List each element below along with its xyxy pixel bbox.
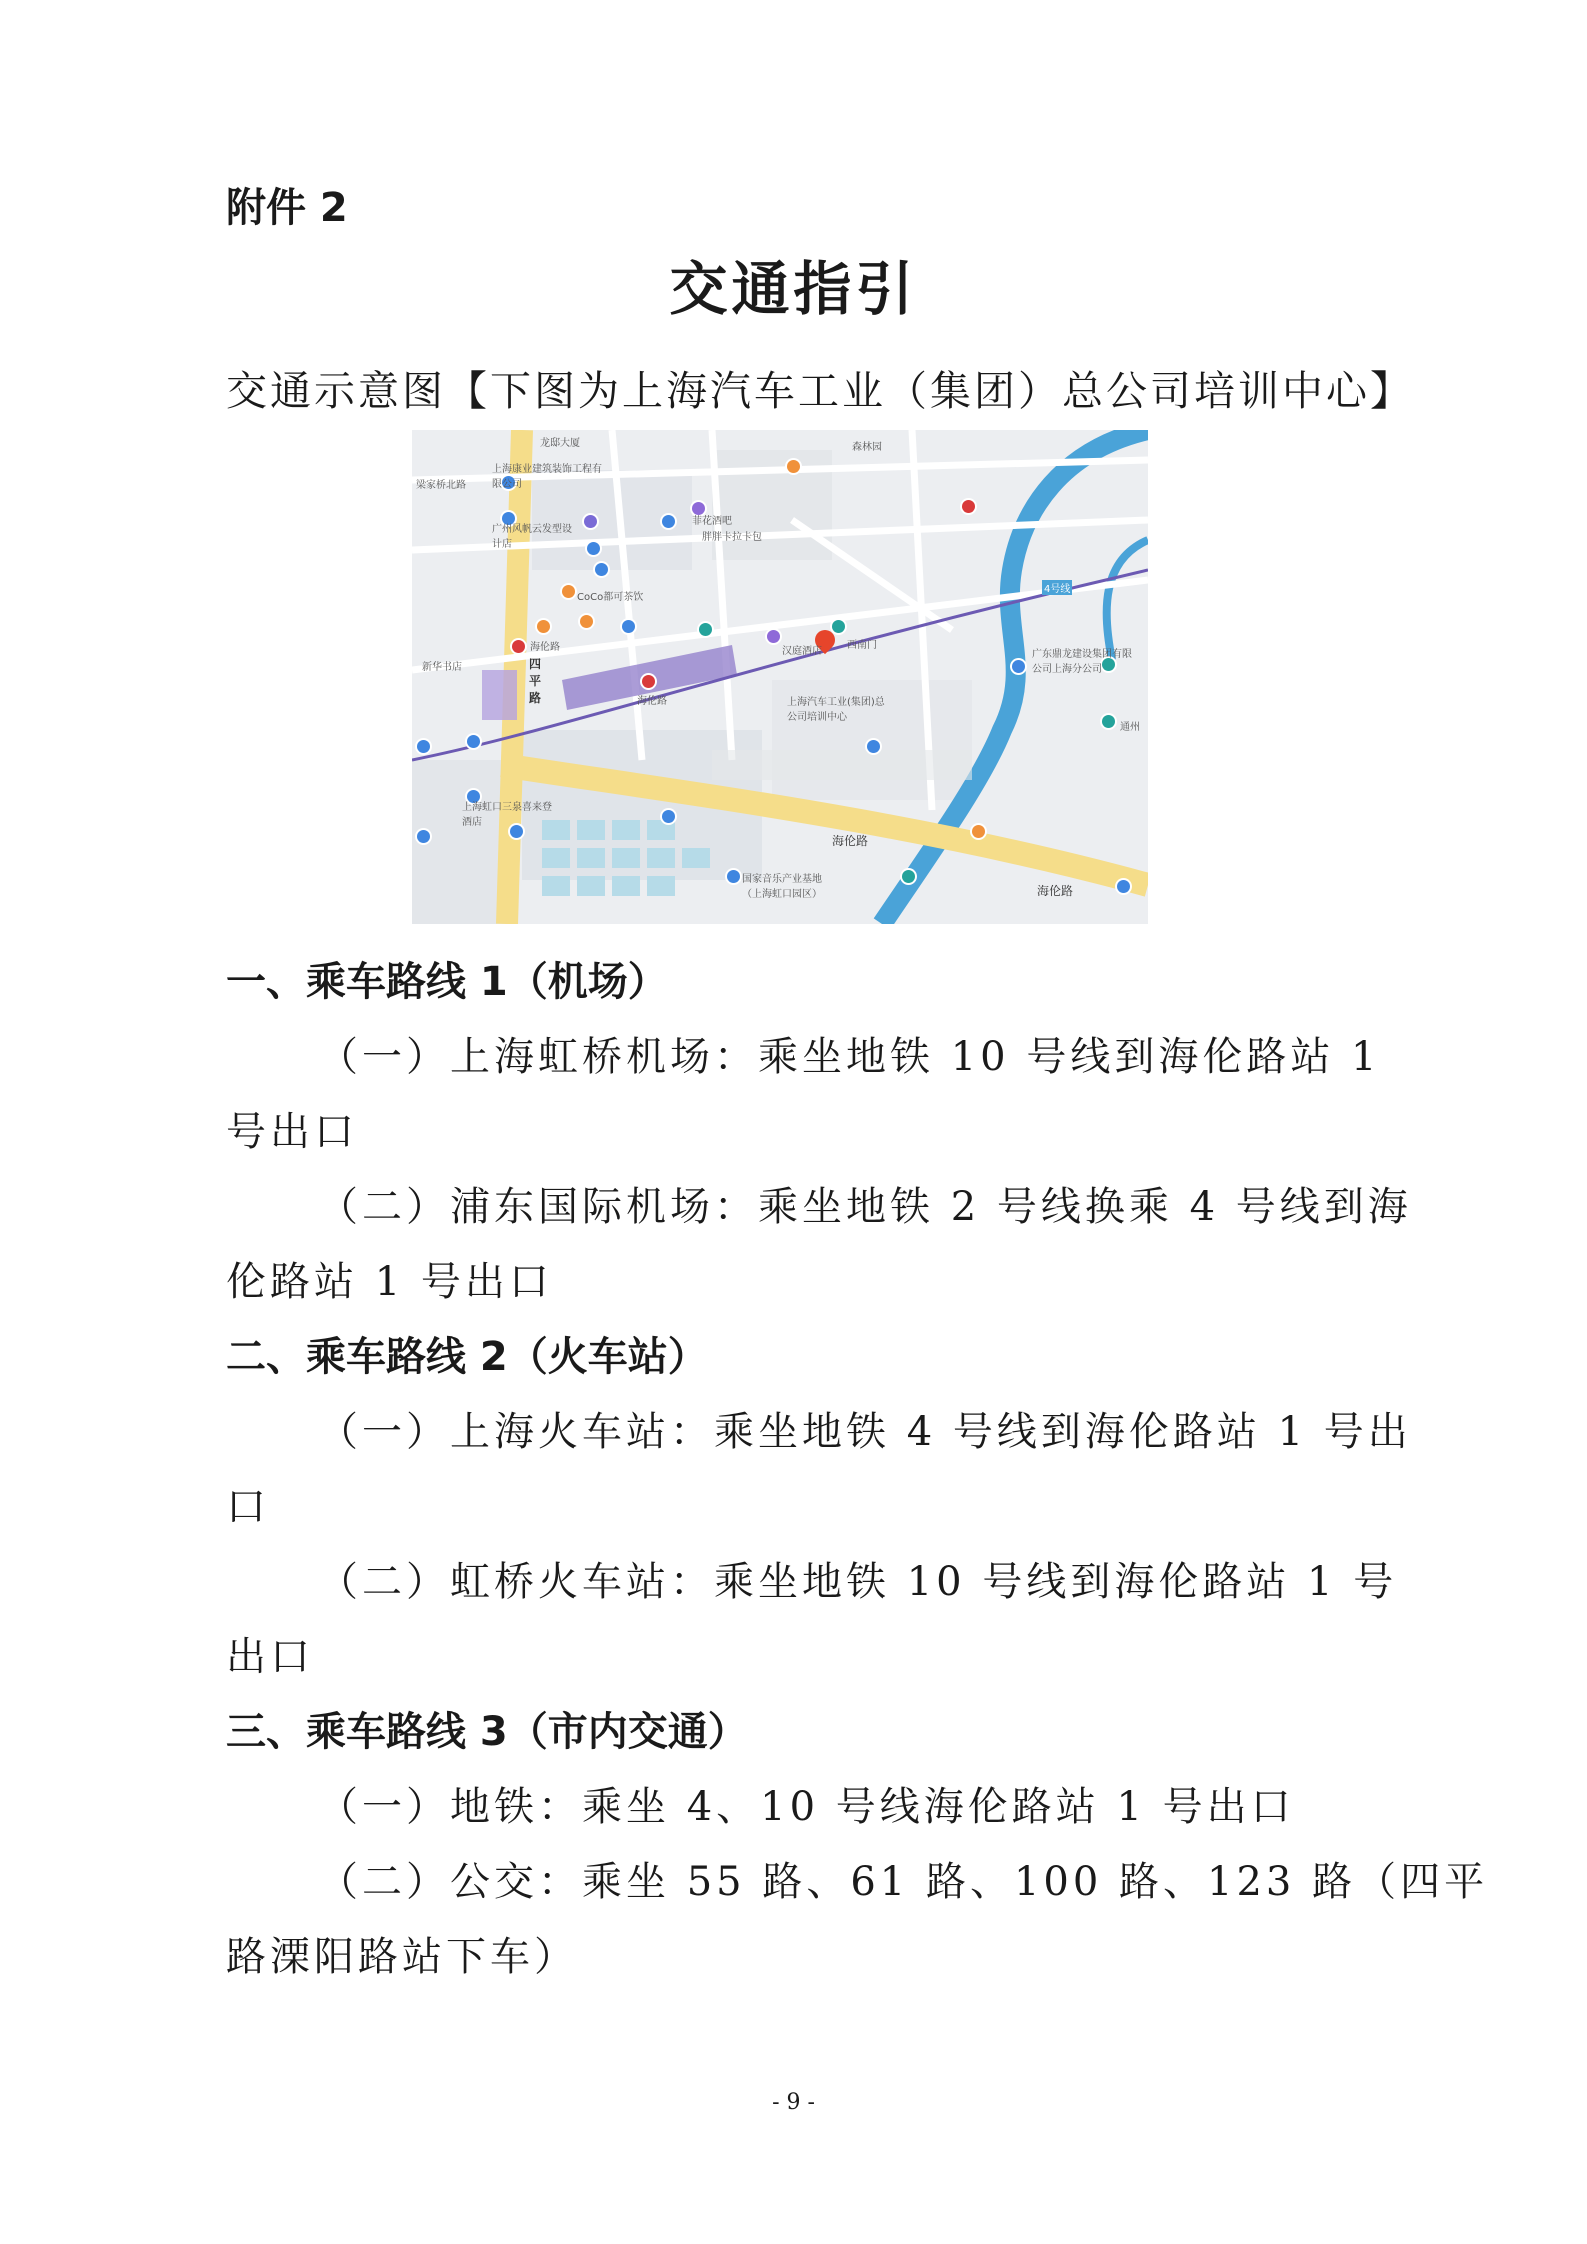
route-item-line2: 伦路站 1 号出口: [226, 1259, 553, 1305]
map-label-longtai: 龙邸大厦: [540, 438, 580, 449]
map-label-hailun-station: 海伦路: [637, 696, 667, 707]
attachment-label: 附件 2: [226, 185, 348, 231]
metro-station-pin: [642, 675, 655, 688]
section-heading: 三、乘车路线 3（市内交通）: [226, 1709, 748, 1755]
map-label-xinhua: 新华书店: [422, 662, 462, 673]
map-label-guangdong: 广东鼎龙建设集团有限公司上海分公司: [1032, 649, 1132, 675]
poi-pin: [832, 620, 845, 633]
map-label-hailun-north: 海伦路: [530, 642, 560, 653]
page-title: 交通指引: [669, 255, 918, 323]
poi-pin: [417, 740, 430, 753]
poi-pin: [1102, 715, 1115, 728]
poi-pin: [972, 825, 985, 838]
map-caption: 交通示意图【下图为上海汽车工业（集团）总公司培训中心】: [226, 367, 1414, 415]
map-label-liangjia: 梁家桥北路: [416, 480, 466, 491]
location-map: [412, 430, 1148, 924]
map-label-saic: 上海汽车工业(集团)总公司培训中心: [787, 697, 885, 723]
poi-pin: [537, 620, 550, 633]
poi-pin: [962, 500, 975, 513]
map-label-coco: CoCo都可茶饮: [577, 592, 644, 603]
section-heading: 二、乘车路线 2（火车站）: [226, 1334, 708, 1380]
route-item-line2: 口: [226, 1484, 270, 1530]
poi-pin: [622, 620, 635, 633]
map-label-hailun-road-se: 海伦路: [1037, 884, 1074, 898]
poi-pin: [662, 810, 675, 823]
poi-pin: [562, 585, 575, 598]
map-graphic: [412, 430, 1148, 924]
poi-pin: [584, 515, 597, 528]
poi-pin: [595, 563, 608, 576]
metro-station-pin: [512, 640, 525, 653]
poi-pin: [902, 870, 915, 883]
poi-pin: [867, 740, 880, 753]
poi-pin: [1117, 880, 1130, 893]
map-label-fenghua: 菲花酒吧: [692, 516, 732, 527]
route-item-line1: （一）上海火车站：乘坐地铁 4 号线到海伦路站 1 号出: [318, 1409, 1412, 1455]
poi-pin: [699, 623, 712, 636]
map-label-xi-gate: 西南门: [847, 640, 877, 651]
poi-pin: [787, 460, 800, 473]
route-item-line1: （一）上海虹桥机场：乘坐地铁 10 号线到海伦路站 1: [318, 1034, 1381, 1080]
poi-pin: [467, 735, 480, 748]
map-label-guangzhou: 广州风帆云发型设计店: [492, 524, 572, 550]
page-number: - 9 -: [772, 2090, 815, 2115]
poi-pin: [580, 615, 593, 628]
map-label-sanmao: 胖胖卡拉卡包: [702, 532, 762, 543]
map-label-siping: 四平路: [529, 657, 542, 705]
route-item-line1: （二）公交：乘坐 55 路、61 路、100 路、123 路（四平: [318, 1859, 1489, 1905]
map-label-line4: 4号线: [1042, 580, 1072, 595]
poi-pin: [727, 870, 740, 883]
map-label-hailun-road-south: 海伦路: [832, 834, 869, 848]
poi-pin: [417, 830, 430, 843]
map-label-construct: 上海康业建筑装饰工程有限公司: [492, 464, 602, 490]
route-item-line2: 号出口: [226, 1109, 358, 1155]
map-label-hongkou-hotel: 上海虹口三泉喜来登酒店: [462, 802, 552, 828]
poi-pin: [1012, 660, 1025, 673]
map-label-music: 国家音乐产业基地（上海虹口园区）: [742, 874, 822, 900]
map-label-hanting: 汉庭酒店: [782, 646, 822, 657]
poi-pin: [767, 630, 780, 643]
poi-pin: [587, 542, 600, 555]
poi-pin: [662, 515, 675, 528]
route-item-line1: （一）地铁：乘坐 4、10 号线海伦路站 1 号出口: [318, 1784, 1295, 1830]
map-label-senlin: 森林园: [852, 442, 882, 453]
map-label-tongzhou: 通州: [1120, 722, 1140, 733]
route-item-line2: 出口: [226, 1634, 314, 1680]
route-item-line2: 路溧阳路站下车）: [226, 1934, 578, 1980]
route-item-line1: （二）浦东国际机场：乘坐地铁 2 号线换乘 4 号线到海: [318, 1184, 1412, 1230]
section-heading: 一、乘车路线 1（机场）: [226, 959, 668, 1005]
route-item-line1: （二）虹桥火车站：乘坐地铁 10 号线到海伦路站 1 号: [318, 1559, 1398, 1605]
